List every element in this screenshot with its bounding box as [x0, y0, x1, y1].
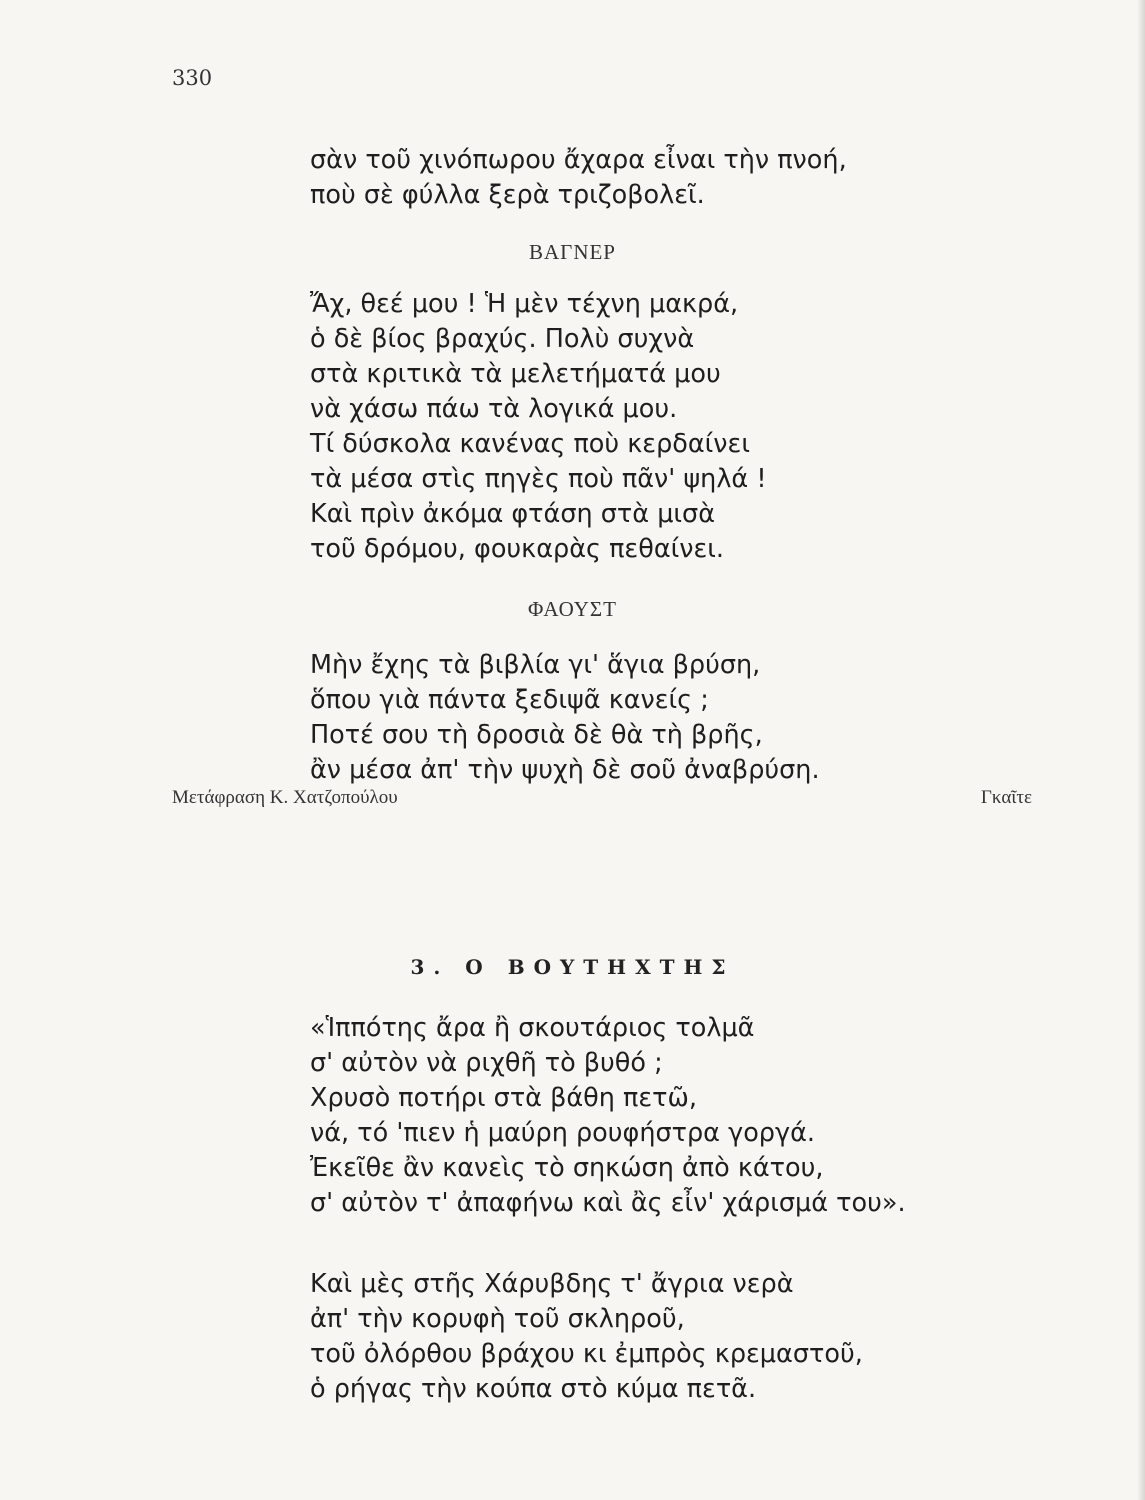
verse-line: Ἐκεῖθε ἂν κανεὶς τὸ σηκώση ἀπὸ κάτου, [310, 1153, 824, 1183]
page-number: 330 [172, 66, 213, 90]
verse-line: «Ἱππότης ἄρα ἢ σκουτάριος τολμᾶ [310, 1013, 755, 1043]
verse-line: σ' αὐτὸν τ' ἀπαφήνω καὶ ἂς εἶν' χάρισμά του». [310, 1188, 906, 1218]
verse-line: Τί δύσκολα κανένας ποὺ κερδαίνει [310, 429, 750, 459]
verse-line: νά, τό 'πιεν ἡ μαύρη ρουφήστρα γοργά. [310, 1118, 815, 1148]
verse-line: ὅπου γιὰ πάντα ξεδιψᾶ κανείς ; [310, 685, 709, 715]
translator-credit: Μετάφραση Κ. Χατζοπούλου [172, 787, 398, 808]
verse-line: ὁ δὲ βίος βραχύς. Πολὺ συχνὰ [310, 324, 695, 354]
verse-line: ἀπ' τὴν κορυφὴ τοῦ σκληροῦ, [310, 1304, 685, 1334]
verse-line: στὰ κριτικὰ τὰ μελετήματά μου [310, 359, 721, 389]
stanza-wagner [310, 287, 767, 567]
stanza-diver-1 [310, 1011, 906, 1221]
speaker-faust: ΦΑΟΥΣΤ [528, 597, 617, 621]
verse-line: σ' αὐτὸν νὰ ριχθῆ τὸ βυθό ; [310, 1048, 663, 1078]
stanza-intro [310, 143, 847, 213]
verse-line: Ποτέ σου τὴ δροσιὰ δὲ θὰ τὴ βρῆς, [310, 720, 763, 750]
verse-line: Καὶ πρὶν ἀκόμα φτάση στὰ μισὰ [310, 499, 716, 529]
verse-line: ὁ ρήγας τὴν κούπα στὸ κύμα πετᾶ. [310, 1374, 757, 1404]
stanza-diver-2 [310, 1267, 863, 1407]
page-edge-shadow [1137, 0, 1145, 1500]
verse-line: ποὺ σὲ φύλλα ξερὰ τριζοβολεῖ. [310, 180, 705, 210]
verse-line: τὰ μέσα στὶς πηγὲς ποὺ πᾶν' ψηλά ! [310, 464, 767, 494]
verse-line: τοῦ ὀλόρθου βράχου κι ἐμπρὸς κρεμαστοῦ, [310, 1339, 863, 1369]
verse-line: ἂν μέσα ἀπ' τὴν ψυχὴ δὲ σοῦ ἀναβρύση. [310, 755, 820, 785]
stanza-faust [310, 648, 820, 788]
verse-line: Ἄχ, θεέ μου ! Ἡ μὲν τέχνη μακρά, [310, 289, 739, 319]
author-credit: Γκαῖτε [980, 787, 1032, 808]
speaker-wagner: ΒΑΓΝΕΡ [529, 240, 616, 264]
verse-line: Μὴν ἔχης τὰ βιβλία γι' ἅγια βρύση, [310, 650, 761, 680]
verse-line: τοῦ δρόμου, φουκαρὰς πεθαίνει. [310, 534, 725, 564]
verse-line: σὰν τοῦ χινόπωρου ἄχαρα εἶναι τὴν πνοή, [310, 145, 847, 175]
verse-line: Χρυσὸ ποτήρι στὰ βάθη πετῶ, [310, 1083, 697, 1113]
verse-line: Καὶ μὲς στῆς Χάρυβδης τ' ἄγρια νερὰ [310, 1269, 794, 1299]
verse-line: νὰ χάσω πάω τὰ λογικά μου. [310, 394, 678, 424]
poem-title: 3. Ο ΒΟΥΤΗΧΤΗΣ [410, 955, 735, 979]
